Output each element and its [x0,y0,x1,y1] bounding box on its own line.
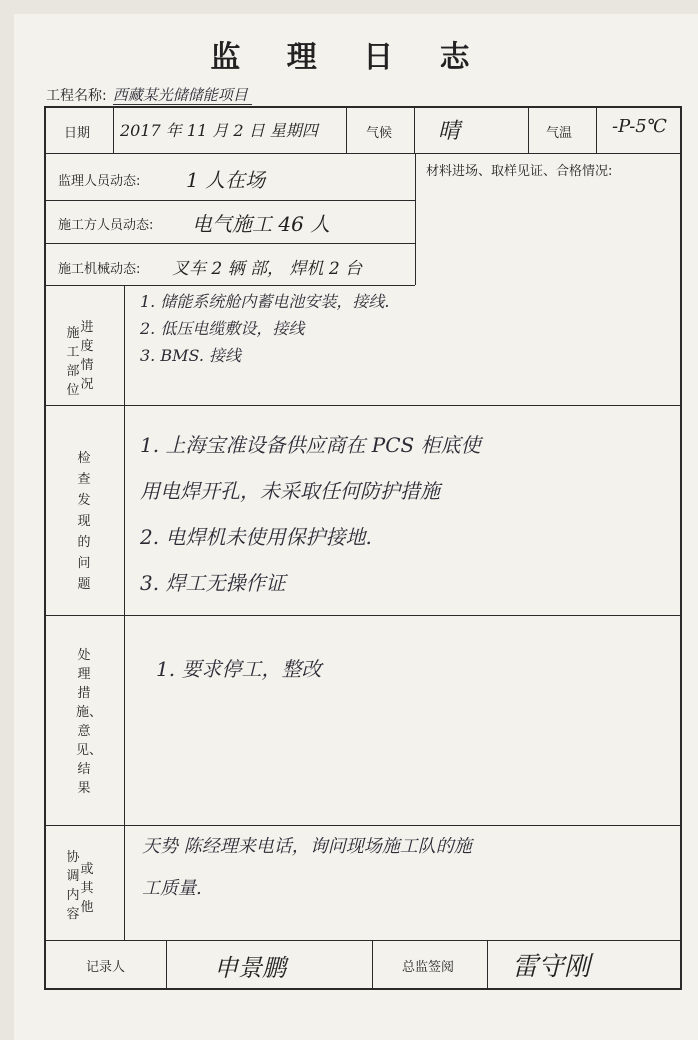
chief-signature: 雷守刚 [512,952,591,982]
list-item: 1. 上海宝准设备供应商在 PCS 柜底使 [140,433,481,457]
contractor-label: 施工方人员动态: [58,218,154,233]
weather-label: 气候 [366,126,393,141]
page-title: 监 理 日 志 [210,40,488,75]
list-item: 2. 电焊机未使用保护接地. [140,525,372,549]
list-item: 2. 低压电缆敷设，接线 [140,319,305,338]
supervisor-label: 监理人员动态: [58,174,141,189]
list-item: 3. 焊工无操作证 [140,571,286,595]
measures-label: 处理措施、意见、结果 [76,648,103,796]
recorder-label: 记录人 [86,960,126,975]
recorder-signature: 申景鹏 [214,954,286,982]
list-item: 工质量. [142,878,202,899]
coordination-label-col1: 协调内容 [66,850,80,922]
date-label: 日期 [64,126,91,141]
contractor-value: 电气施工 46 人 [192,212,331,236]
machinery-label: 施工机械动态: [58,262,141,277]
list-item: 天势 陈经理来电话，询问现场施工队的施 [142,836,472,857]
list-item: 1. 要求停工，整改 [156,657,322,681]
progress-label [66,318,94,400]
materials-label: 材料进场、取样见证、合格情况: [426,164,613,179]
coordination-list [142,826,472,910]
chief-label: 总监签阅 [402,960,455,975]
list-item: 用电焊开孔，未采取任何防护措施 [140,479,440,503]
temp-value: -P-5℃ [612,116,667,137]
coordination-label-col2: 或其他 [80,862,94,915]
project-label: 工程名称: [46,88,107,104]
issues-label: 检查发现的问题 [77,451,91,592]
progress-list [140,288,389,369]
date-value: 2017 年 11 月 2 日 星期四 [120,121,318,140]
machinery-value: 叉车 2 辆 部， 焊机 2 台 [172,259,363,279]
progress-label-col1: 施工部位 [66,326,80,398]
issues-list [140,422,481,606]
temp-label: 气温 [546,126,573,141]
progress-label-col2: 进度情况 [80,320,94,392]
weather-value: 晴 [438,119,461,144]
measures-list [156,650,321,688]
list-item: 3. BMS. 接线 [140,346,242,365]
supervisor-value: 1 人在场 [186,168,266,192]
list-item: 1. 储能系统舱内蓄电池安装，接线. [140,292,390,311]
project-value: 西藏某光储储能项目 [113,86,252,105]
coordination-label [66,848,94,924]
